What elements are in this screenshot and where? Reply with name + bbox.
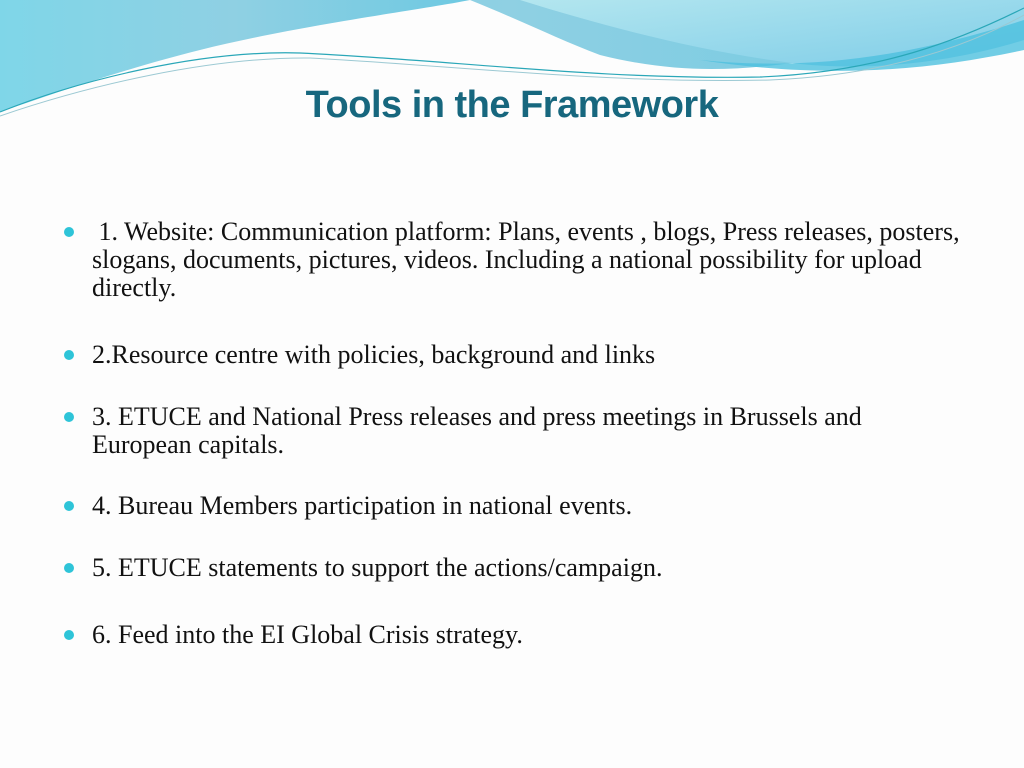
bullet-icon (64, 501, 74, 511)
bullet-item (60, 621, 960, 649)
bullet-item (60, 341, 960, 369)
bullet-icon (64, 563, 74, 573)
bullet-text: 1. Website: Communication platform: Plans, events , blogs, Press releases, posters, slogans, documents, pictures, videos. Including a national possibility for upload directly. (92, 217, 967, 302)
slide-title: Tools in the Framework (305, 84, 719, 126)
bullet-text: 4. Bureau Members participation in national events. (92, 491, 633, 520)
bullet-item (60, 554, 960, 582)
bullet-item (60, 492, 960, 520)
bullet-icon (64, 350, 74, 360)
bullet-text: 2.Resource centre with policies, background and links (92, 340, 656, 369)
bullet-icon (64, 227, 74, 237)
bullet-item (60, 403, 960, 459)
bullet-item (60, 217, 967, 302)
bullet-text: 6. Feed into the EI Global Crisis strategy. (92, 620, 523, 649)
bullet-text: 5. ETUCE statements to support the actions/campaign. (92, 553, 663, 582)
bullet-text: 3. ETUCE and National Press releases and press meetings in Brussels and European capitals. (92, 402, 862, 459)
bullet-icon (64, 412, 74, 422)
bullet-list (60, 217, 967, 649)
bullet-icon (64, 630, 74, 640)
